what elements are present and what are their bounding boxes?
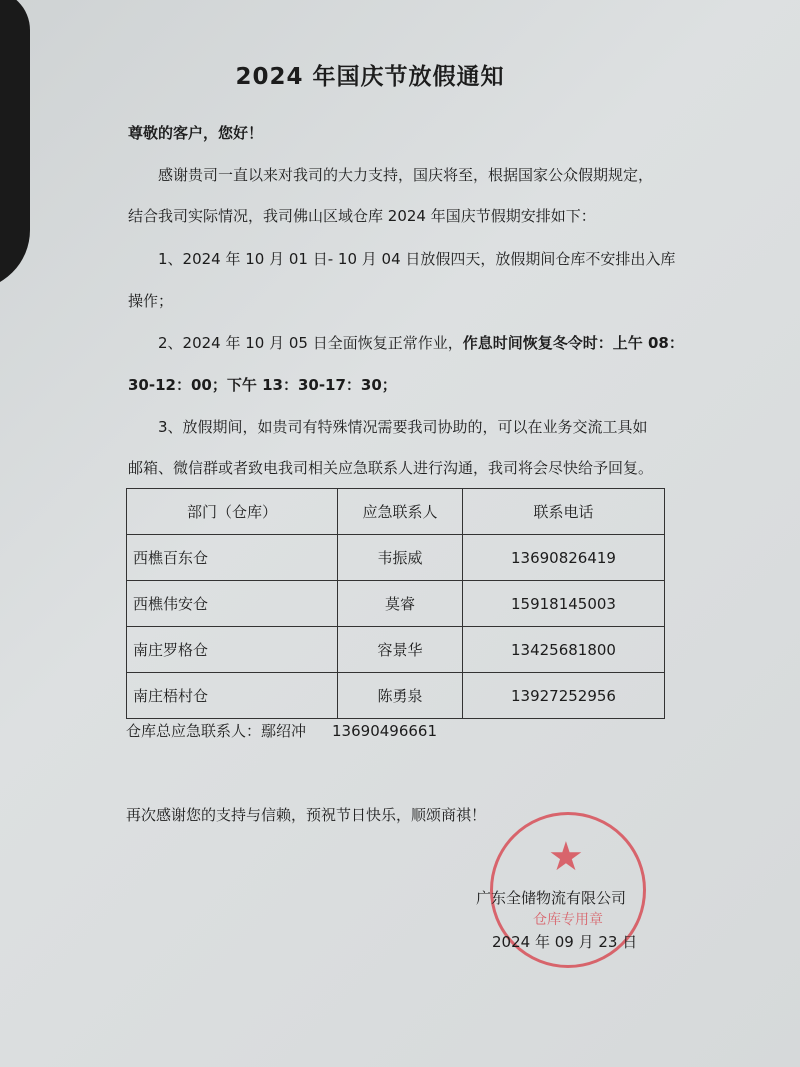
star-icon: ★ <box>548 834 584 880</box>
table-header <box>127 489 665 535</box>
intro-line-2: 结合我司实际情况，我司佛山区域仓库 2024 年国庆节假期安排如下： <box>128 207 596 225</box>
item1-line-2: 操作； <box>128 292 174 310</box>
general-contact-label: 仓库总应急联系人：鄢绍冲 <box>126 722 307 740</box>
table-row <box>127 581 665 627</box>
cell-contact: 莫睿 <box>338 581 463 627</box>
table-row <box>127 627 665 673</box>
item3-line-1: 3、放假期间，如贵司有特殊情况需要我司协助的，可以在业务交流工具如 <box>158 418 648 436</box>
item2-line-1 <box>158 334 684 352</box>
table-row <box>127 673 665 719</box>
item2-line-2: 30-12：00；下午 13：30-17：30； <box>128 376 397 394</box>
cell-contact: 韦振威 <box>338 535 463 581</box>
cell-phone: 13425681800 <box>463 627 665 673</box>
notice-date: 2024 年 09 月 23 日 <box>492 933 638 951</box>
intro-line-1: 感谢贵司一直以来对我司的大力支持，国庆将至，根据国家公众假期规定， <box>158 166 654 184</box>
item2-hours: 作息时间恢复冬令时：上午 08： <box>462 334 684 352</box>
cell-phone: 15918145003 <box>463 581 665 627</box>
table-row <box>127 535 665 581</box>
cell-department: 西樵百东仓 <box>127 535 338 581</box>
contact-table <box>126 488 665 719</box>
cell-phone: 13690826419 <box>463 535 665 581</box>
cell-contact: 陈勇泉 <box>338 673 463 719</box>
general-contact <box>126 722 437 740</box>
cell-department: 西樵伟安仓 <box>127 581 338 627</box>
header-contact: 应急联系人 <box>338 489 463 535</box>
cell-department: 南庄罗格仓 <box>127 627 338 673</box>
seal-inner-text: 仓库专用章 <box>533 912 603 928</box>
page-title: 2024 年国庆节放假通知 <box>235 64 505 90</box>
company-name: 广东全储物流有限公司 <box>476 889 627 907</box>
cell-contact: 容景华 <box>338 627 463 673</box>
cell-phone: 13927252956 <box>463 673 665 719</box>
cell-department: 南庄梧村仓 <box>127 673 338 719</box>
item1-line-1: 1、2024 年 10 月 01 日- 10 月 04 日放假四天，放假期间仓库不安排出入库 <box>158 250 676 268</box>
item3-line-2: 邮箱、微信群或者致电我司相关应急联系人进行沟通，我司将会尽快给予回复。 <box>128 459 654 477</box>
header-department: 部门（仓库） <box>127 489 338 535</box>
closing-text: 再次感谢您的支持与信赖，预祝节日快乐，顺颂商祺！ <box>126 806 487 824</box>
background-object <box>0 0 30 290</box>
header-phone: 联系电话 <box>463 489 665 535</box>
general-contact-phone: 13690496661 <box>332 722 437 740</box>
item2-text: 2、2024 年 10 月 05 日全面恢复正常作业， <box>158 334 463 352</box>
greeting: 尊敬的客户，您好！ <box>128 124 264 142</box>
